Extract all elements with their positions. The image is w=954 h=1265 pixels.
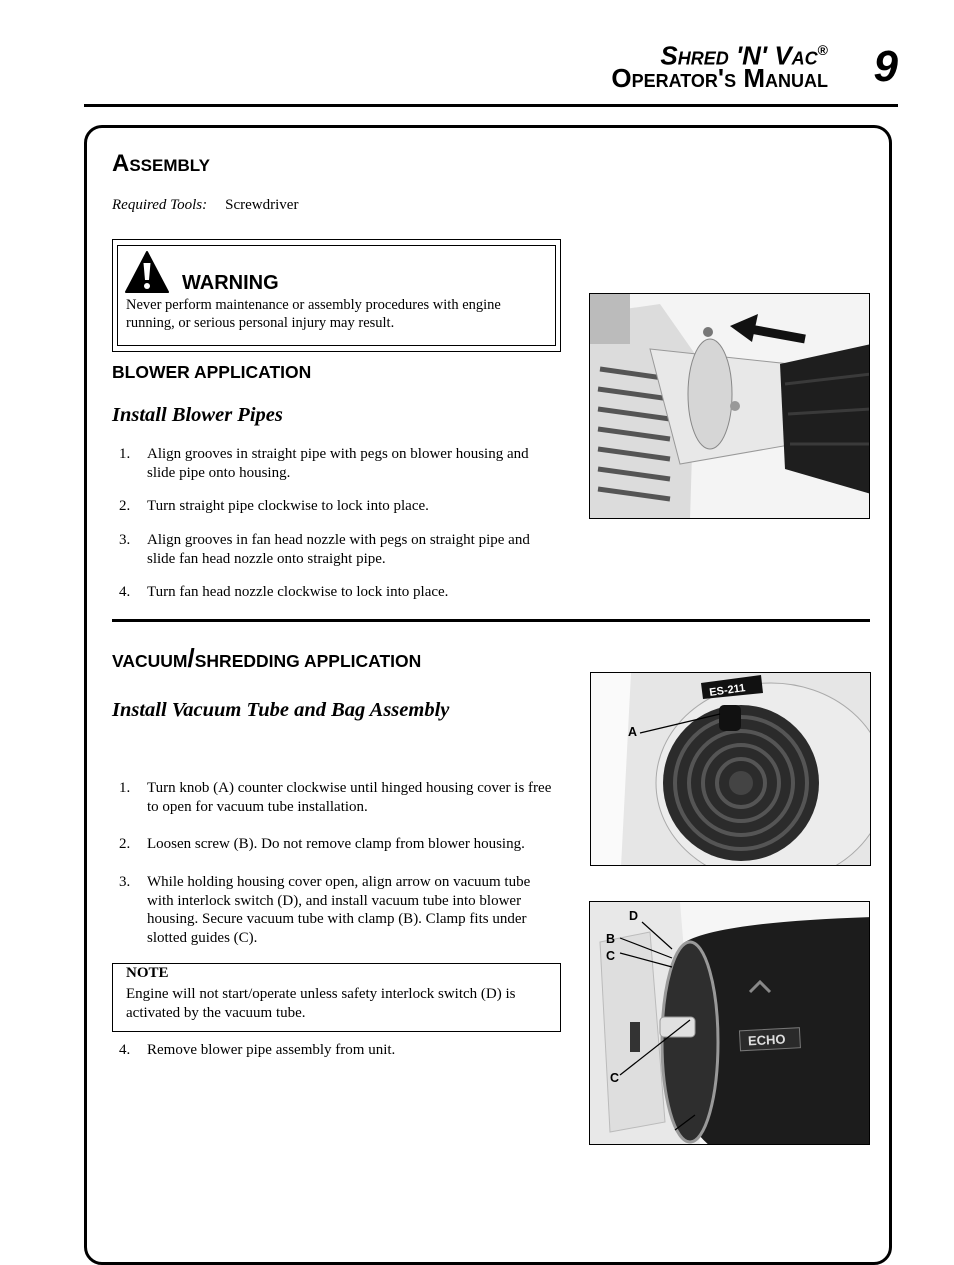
warning-title: WARNING — [182, 272, 279, 294]
brand-label: ECHO — [747, 1031, 786, 1049]
model-label: ES-211 — [708, 682, 747, 699]
note-text: Engine will not start/operate unless safety interlock switch (D) is activated by the vacuum tube. — [126, 986, 516, 1021]
blower-pipe-photo — [589, 293, 870, 519]
warning-text: Never perform maintenance or assembly procedures with engine running, or serious personal injury may result. — [126, 297, 501, 331]
blower-heading: BLOWER APPLICATION — [112, 362, 312, 382]
list-item: 1. Align grooves in straight pipe with pegs on blower housing and slide pipe onto housing. — [119, 446, 529, 481]
product-name: Shred 'N' Vac — [660, 40, 818, 71]
callout-leaders-fig3 — [600, 905, 710, 1135]
callout-a: A — [628, 725, 638, 739]
callout-c-lower: C — [610, 1071, 620, 1085]
vacuum-step-4 — [112, 1041, 557, 1060]
required-tools — [112, 197, 298, 214]
section-rule — [112, 619, 870, 622]
blower-steps — [112, 445, 557, 602]
list-item: 4. Turn fan head nozzle clockwise to lock into place. — [119, 584, 449, 600]
vacuum-subheading: Install Vacuum Tube and Bag Assembly — [112, 699, 450, 721]
vacuum-heading: VACUUM/SHREDDING APPLICATION — [112, 643, 422, 673]
required-tools-label: Required Tools: — [112, 197, 208, 213]
manual-title-line2: Operator's Manual — [611, 63, 828, 93]
housing-knob-photo — [590, 672, 871, 866]
vacuum-steps-1-3 — [112, 779, 557, 947]
list-item: 3. Align grooves in fan head nozzle with pegs on straight pipe and slide fan head nozzle onto straight pipe. — [119, 532, 530, 567]
list-item: 4. Remove blower pipe assembly from unit. — [119, 1042, 396, 1058]
warning-triangle-icon — [124, 250, 170, 294]
list-item: 3. While holding housing cover open, align arrow on vacuum tube with interlock switch (D), and install vacuum tube into blower housing. Secure vacuum tube with clamp (B). Clamp fits under slotted guides (C). — [119, 874, 531, 946]
note-title: NOTE — [126, 965, 169, 981]
section-title: Assembly — [112, 150, 210, 177]
callout-d: D — [629, 909, 639, 923]
header-rule — [84, 104, 898, 107]
callout-b: B — [606, 932, 616, 946]
required-tools-value: Screwdriver — [225, 197, 299, 213]
page-number: 9 — [873, 42, 898, 91]
blower-subheading: Install Blower Pipes — [112, 404, 283, 426]
list-item: 1. Turn knob (A) counter clockwise until hinged housing cover is free to open for vacuum tube installation. — [119, 780, 552, 815]
callout-a-leader — [638, 708, 723, 738]
list-item: 2. Loosen screw (B). Do not remove clamp from blower housing. — [119, 836, 525, 852]
callout-c-upper: C — [606, 949, 616, 963]
list-item: 2. Turn straight pipe clockwise to lock into place. — [119, 498, 429, 514]
registered-mark: ® — [817, 42, 828, 58]
